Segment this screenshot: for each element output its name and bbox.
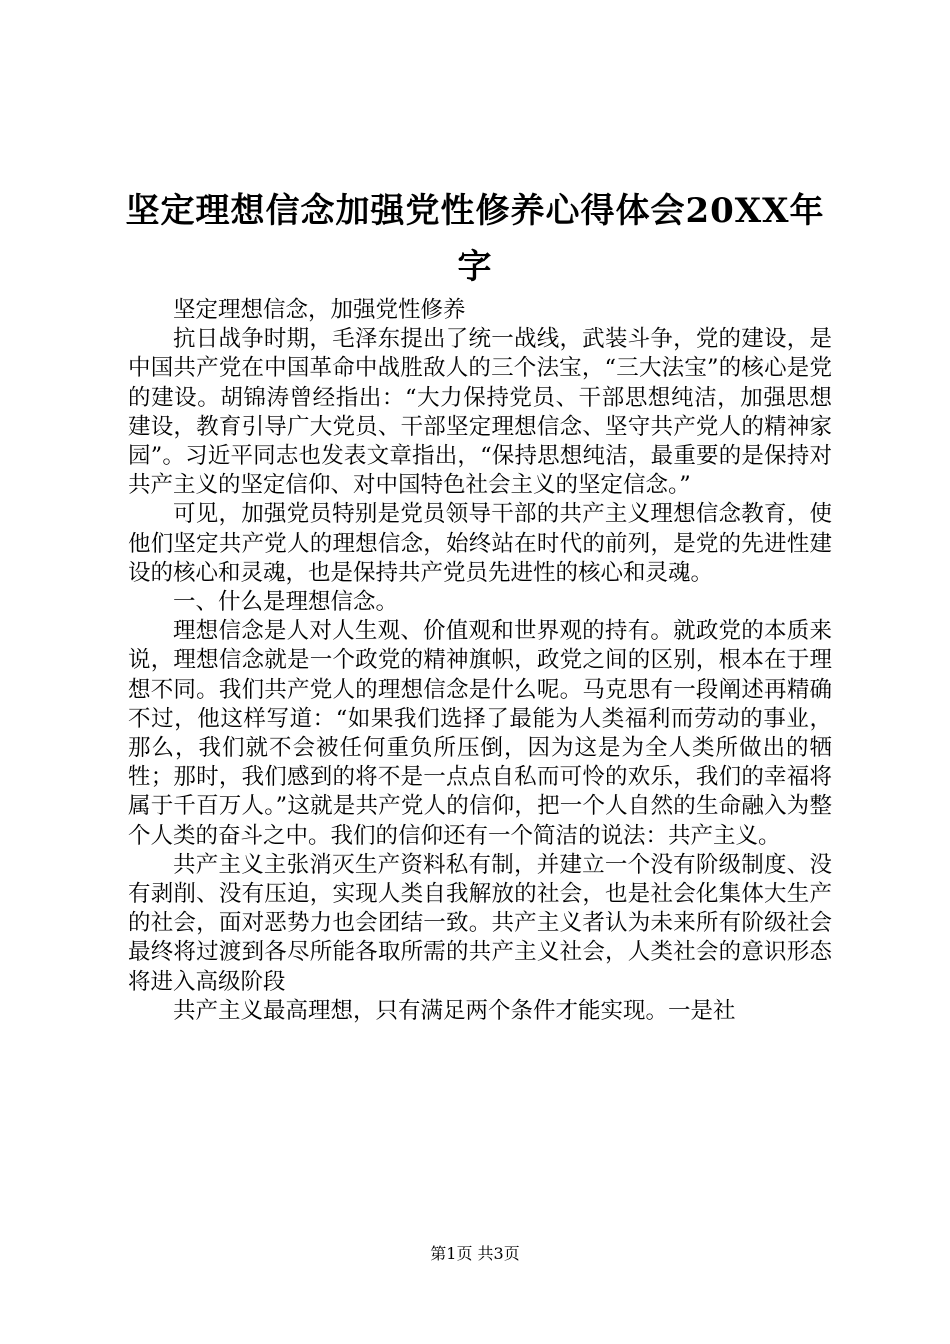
section-heading: 一、什么是理想信念。 (173, 589, 399, 616)
paragraph: 理想信念是人对人生观、价值观和世界观的持有。就政党的本质来说，理想信念就是一个政党的精神旗帜，政党之间的区别，根本在于理想不同。我们共产党人的理想信念是什么呢。马克思有一段阐述再精确不过，他这样写道：“如果我们选择了最能为人类福利而劳动的事业，那么，我们就不会被任何重负所压倒，因为这是为全人类所做出的牺牲；那时，我们感到的将不是一点点自私而可怜的欢乐，我们的幸福将属于千百万人。”这就是共产党人的信仰，把一个人自然的生命融入为整个人类的奋斗之中。我们的信仰还有一个简洁的说法：共产主义。 (128, 618, 832, 849)
page-footer: 第1页 共3页 (430, 1244, 520, 1263)
document-title (100, 183, 850, 295)
title-line-2: 字 (457, 246, 493, 287)
title-line-1: 坚定理想信念加强党性修养心得体会20XX年 (125, 190, 825, 231)
section-heading: 坚定理想信念，加强党性修养 (173, 297, 466, 323)
paragraph: 共产主义最高理想，只有满足两个条件才能实现。一是社 (173, 997, 736, 1024)
document-body (128, 296, 832, 1026)
paragraph: 共产主义主张消灭生产资料私有制，并建立一个没有阶级制度、没有剥削、没有压迫，实现人类自我解放的社会，也是社会化集体大生产的社会，面对恶势力也会团结一致。共产主义者认为未来所有阶级社会最终将过渡到各尽所能各取所需的共产主义社会，人类社会的意识形态将进入高级阶段 (128, 851, 832, 995)
paragraph: 可见，加强党员特别是党员领导干部的共产主义理想信念教育，使他们坚定共产党人的理想信念，始终站在时代的前列，是党的先进性建设的核心和灵魂，也是保持共产党员先进性的核心和灵魂。 (128, 501, 832, 586)
paragraph: 抗日战争时期，毛泽东提出了统一战线，武装斗争，党的建设，是中国共产党在中国革命中战胜敌人的三个法宝，“三大法宝”的核心是党的建设。胡锦涛曾经指出：“大力保持党员、干部思想纯洁，加强思想建设，教育引导广大党员、干部坚定理想信念、坚守共产党人的精神家园”。习近平同志也发表文章指出，“保持思想纯洁，最重要的是保持对共产主义的坚定信仰、对中国特色社会主义的坚定信念。” (128, 326, 832, 499)
